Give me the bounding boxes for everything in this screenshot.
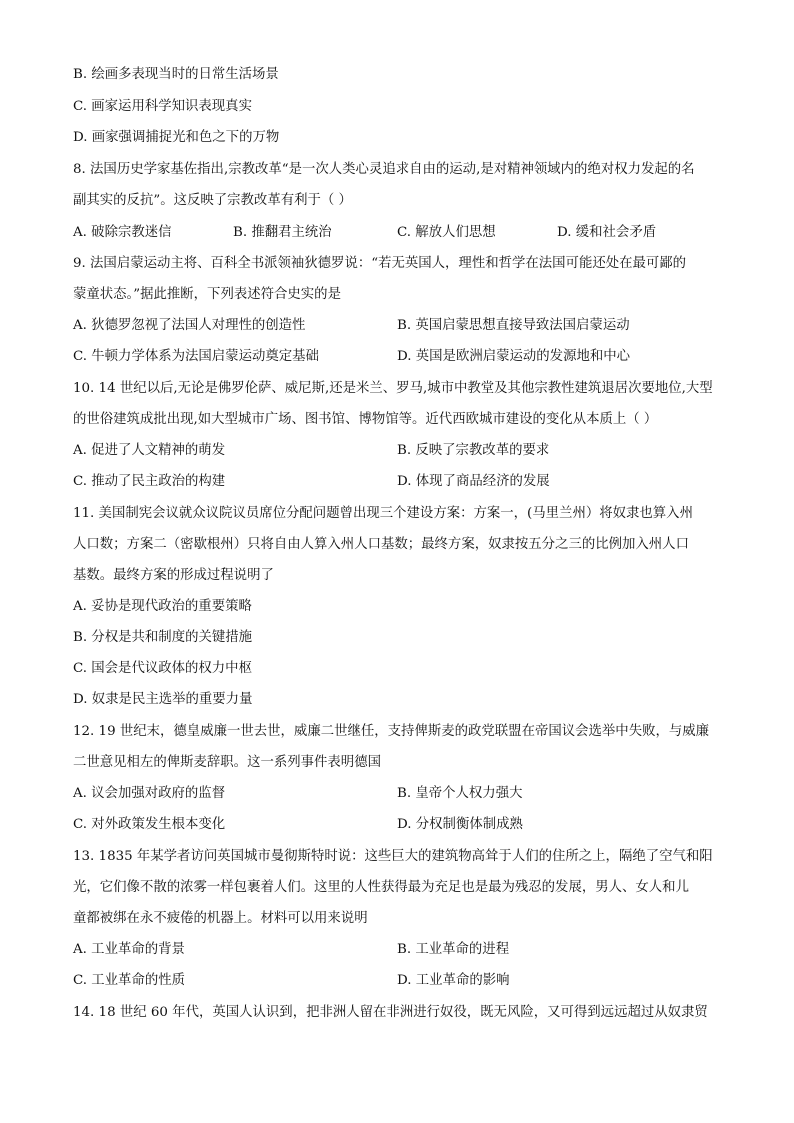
q13-option-d: D. 工业革命的影响 (397, 973, 510, 988)
q9-option-a: A. 狄德罗忽视了法国人对理性的创造性 (73, 318, 306, 333)
q10-stem-line-1: 10. 14 世纪以后,无论是佛罗伦萨、威尼斯,还是米兰、罗马,城市中教堂及其他宗教性建筑退居次要地位,大型 (73, 381, 713, 396)
q9-stem-line-1: 9. 法国启蒙运动主将、百科全书派领袖狄德罗说：“若无英国人，理性和哲学在法国可能还处在最可鄙的 (73, 256, 687, 271)
q8-option-b: B. 推翻君主统治 (233, 225, 332, 240)
q8-stem-line-1: 8. 法国历史学家基佐指出,宗教改革“是一次人类心灵追求自由的运动,是对精神领域内的绝对权力发起的名 (73, 162, 695, 177)
q9-option-b: B. 英国启蒙思想直接导致法国启蒙运动 (397, 318, 630, 333)
q12-option-b: B. 皇帝个人权力强大 (397, 786, 523, 801)
q10-option-d: D. 体现了商品经济的发展 (397, 474, 550, 489)
q8-option-c: C. 解放人们思想 (397, 225, 496, 240)
q11-stem-line-3: 基数。最终方案的形成过程说明了 (73, 568, 274, 583)
q11-option-b: B. 分权是共和制度的关键措施 (73, 630, 253, 645)
q11-option-a: A. 妥协是现代政治的重要策略 (73, 599, 252, 614)
q13-stem-line-2: 光，它们像不散的浓雾一样包裹着人们。这里的人性获得最为充足也是最为残忍的发展，男人、女人和儿 (73, 880, 689, 895)
q13-option-b: B. 工业革命的进程 (397, 942, 510, 957)
q10-option-b: B. 反映了宗教改革的要求 (397, 443, 550, 458)
q9-stem-line-2: 蒙童状态。”据此推断，下列表述符合史实的是 (73, 287, 341, 302)
q8-option-a: A. 破除宗教迷信 (73, 225, 172, 240)
q8-option-d: D. 缓和社会矛盾 (557, 225, 657, 240)
q13-option-a: A. 工业革命的背景 (73, 942, 185, 957)
q7-option-c: C. 画家运用科学知识表现真实 (73, 99, 252, 114)
q12-option-c: C. 对外政策发生根本变化 (73, 817, 226, 832)
q11-option-c: C. 国会是代议政体的权力中枢 (73, 661, 252, 676)
q9-option-d: D. 英国是欧洲启蒙运动的发源地和中心 (397, 349, 631, 364)
q9-option-c: C. 牛顿力学体系为法国启蒙运动奠定基础 (73, 349, 319, 364)
q10-option-c: C. 推动了民主政治的构建 (73, 474, 226, 489)
q10-stem-line-2: 的世俗建筑成批出现,如大型城市广场、图书馆、博物馆等。近代西欧城市建设的变化从本质上（ ） (73, 412, 658, 427)
q7-option-b: B. 绘画多表现当时的日常生活场景 (73, 67, 279, 82)
q11-stem-line-1: 11. 美国制宪会议就众议院议员席位分配问题曾出现三个建设方案：方案一，(马里兰州）将奴隶也算入州 (73, 506, 693, 521)
q8-stem-line-2: 副其实的反抗”。这反映了宗教改革有利于（ ） (73, 193, 352, 208)
q11-stem-line-2: 人口数；方案二（密歇根州）只将自由人算入州人口基数；最终方案，奴隶按五分之三的比例加入州人口 (73, 537, 689, 552)
q11-option-d: D. 奴隶是民主选举的重要力量 (73, 692, 253, 707)
q7-option-d: D. 画家强调捕捉光和色之下的万物 (73, 130, 280, 145)
q14-stem-line-1: 14. 18 世纪 60 年代，英国人认识到，把非洲人留在非洲进行奴役，既无风险，又可得到远远超过从奴隶贸 (73, 1005, 708, 1020)
q13-option-c: C. 工业革命的性质 (73, 973, 186, 988)
q13-stem-line-3: 童都被绑在永不疲倦的机器上。材料可以用来说明 (73, 911, 368, 926)
q12-option-a: A. 议会加强对政府的监督 (73, 786, 226, 801)
q12-stem-line-1: 12. 19 世纪末，德皇威廉一世去世，威廉二世继任，支持俾斯麦的政党联盟在帝国议会选举中失败，与威廉 (73, 724, 710, 739)
q12-option-d: D. 分权制衡体制成熟 (397, 817, 523, 832)
q10-option-a: A. 促进了人文精神的萌发 (73, 443, 226, 458)
q12-stem-line-2: 二世意见相左的俾斯麦辞职。这一系列事件表明德国 (73, 755, 381, 770)
q13-stem-line-1: 13. 1835 年某学者访问英国城市曼彻斯特时说：这些巨大的建筑物高耸于人们的住所之上，隔绝了空气和阳 (73, 849, 713, 864)
